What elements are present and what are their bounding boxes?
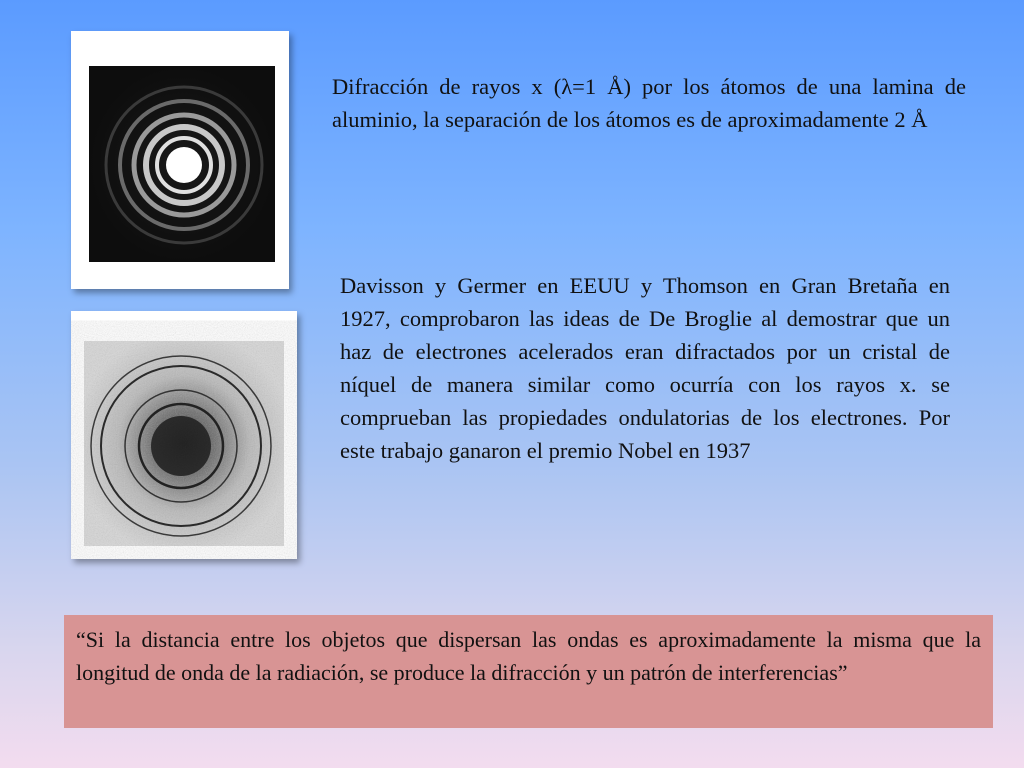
xray-diffraction-photo bbox=[71, 31, 289, 289]
electron-diffraction-photo bbox=[71, 311, 297, 559]
diffraction-quote-text: “Si la distancia entre los objetos que dispersan las ondas es aproximadamente la misma que la longitud de onda de la radiación, se produce la difracción y un patrón de interferencias” bbox=[76, 627, 981, 685]
xray-diffraction-description: Difracción de rayos x (λ=1 Å) por los átomos de una lamina de aluminio, la separación de los átomos es de aproximadamente 2 Å bbox=[332, 74, 966, 132]
electron-diffraction-rings-icon bbox=[71, 311, 297, 559]
diffraction-quote-box bbox=[64, 615, 993, 728]
davisson-germer-description: Davisson y Germer en EEUU y Thomson en Gran Bretaña en 1927, comprobaron las ideas de De Broglie al demostrar que un haz de electrones acelerados eran difractados por un cristal de níquel de manera similar como ocurría con los rayos x. se comprueban las propiedades ondulatorias de los electrones. Por este trabajo ganaron el premio Nobel en 1937 bbox=[340, 273, 950, 463]
xray-diffraction-rings-icon bbox=[71, 31, 289, 289]
